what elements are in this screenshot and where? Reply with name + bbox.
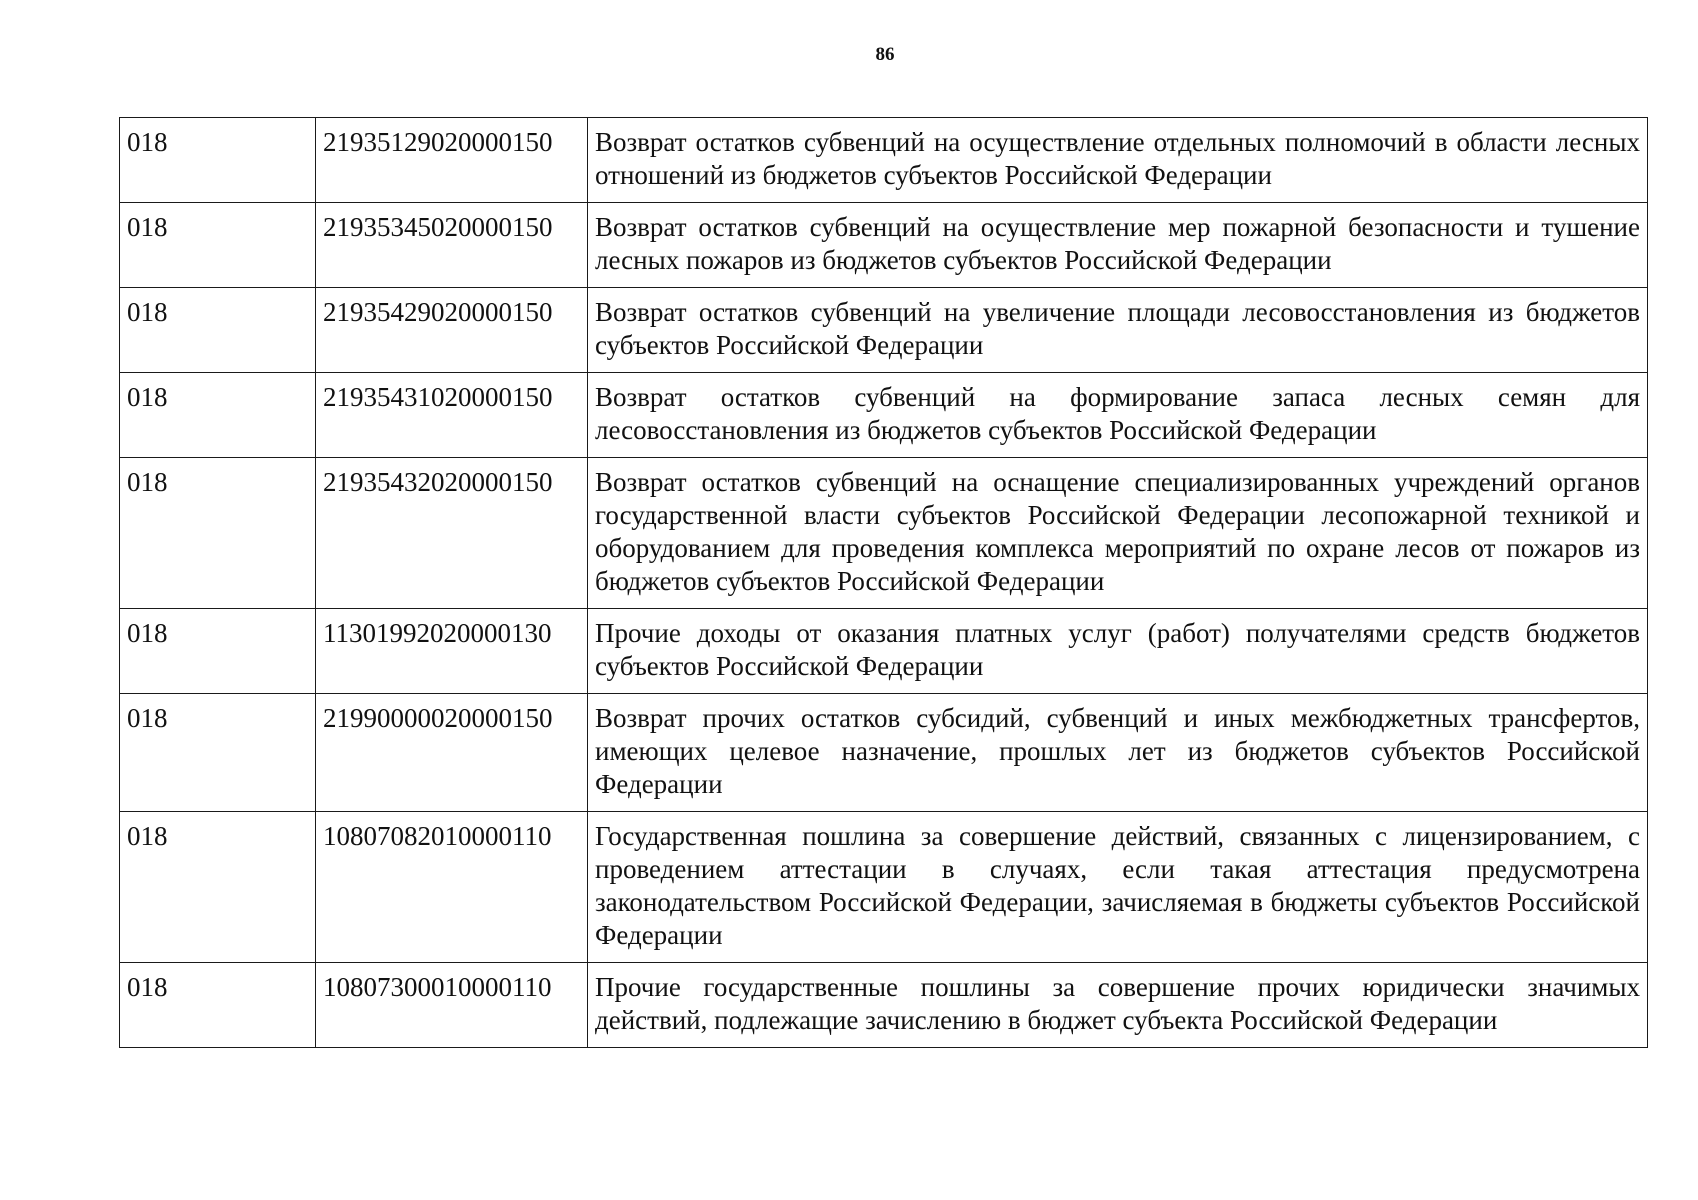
budget-code-cell: 21935429020000150: [316, 288, 588, 373]
budget-code-cell: 21935129020000150: [316, 118, 588, 203]
budget-code-cell: 10807082010000110: [316, 812, 588, 963]
description-cell: Возврат остатков субвенций на оснащение специализированных учреждений органов государственной власти субъектов Российской Федерации лесопожарной техникой и оборудованием для проведения комплекса мероприятий по охране лесов от пожаров из бюджетов субъектов Российской Федерации: [588, 458, 1648, 609]
table-row: [120, 963, 1648, 1048]
budget-code-cell: 21935345020000150: [316, 203, 588, 288]
table-row: [120, 288, 1648, 373]
description-cell: Государственная пошлина за совершение действий, связанных с лицензированием, с проведением аттестации в случаях, если такая аттестация предусмотрена законодательством Российской Федерации, зачисляемая в бюджеты субъектов Российской Федерации: [588, 812, 1648, 963]
table-row: [120, 694, 1648, 812]
description-cell: Прочие государственные пошлины за совершение прочих юридически значимых действий, подлежащие зачислению в бюджет субъекта Российской Федерации: [588, 963, 1648, 1048]
table-row: [120, 203, 1648, 288]
description-cell: Возврат остатков субвенций на формирование запаса лесных семян для лесовосстановления из бюджетов субъектов Российской Федерации: [588, 373, 1648, 458]
admin-code-cell: 018: [120, 118, 316, 203]
budget-code-cell: 11301992020000130: [316, 609, 588, 694]
admin-code-cell: 018: [120, 288, 316, 373]
description-cell: Возврат прочих остатков субсидий, субвенций и иных межбюджетных трансфертов, имеющих целевое назначение, прошлых лет из бюджетов субъектов Российской Федерации: [588, 694, 1648, 812]
admin-code-cell: 018: [120, 609, 316, 694]
table-row: [120, 458, 1648, 609]
budget-code-cell: 10807300010000110: [316, 963, 588, 1048]
description-cell: Прочие доходы от оказания платных услуг (работ) получателями средств бюджетов субъектов Российской Федерации: [588, 609, 1648, 694]
budget-codes-table: [119, 117, 1648, 1048]
budget-code-cell: 21935431020000150: [316, 373, 588, 458]
description-cell: Возврат остатков субвенций на увеличение площади лесовосстановления из бюджетов субъектов Российской Федерации: [588, 288, 1648, 373]
description-cell: Возврат остатков субвенций на осуществление отдельных полномочий в области лесных отношений из бюджетов субъектов Российской Федерации: [588, 118, 1648, 203]
budget-code-cell: 21935432020000150: [316, 458, 588, 609]
admin-code-cell: 018: [120, 373, 316, 458]
table-row: [120, 609, 1648, 694]
admin-code-cell: 018: [120, 812, 316, 963]
table-row: [120, 373, 1648, 458]
budget-code-cell: 21990000020000150: [316, 694, 588, 812]
admin-code-cell: 018: [120, 694, 316, 812]
table-row: [120, 118, 1648, 203]
admin-code-cell: 018: [120, 963, 316, 1048]
admin-code-cell: 018: [120, 203, 316, 288]
table-row: [120, 812, 1648, 963]
admin-code-cell: 018: [120, 458, 316, 609]
description-cell: Возврат остатков субвенций на осуществление мер пожарной безопасности и тушение лесных пожаров из бюджетов субъектов Российской Федерации: [588, 203, 1648, 288]
page-number: 86: [875, 44, 895, 65]
